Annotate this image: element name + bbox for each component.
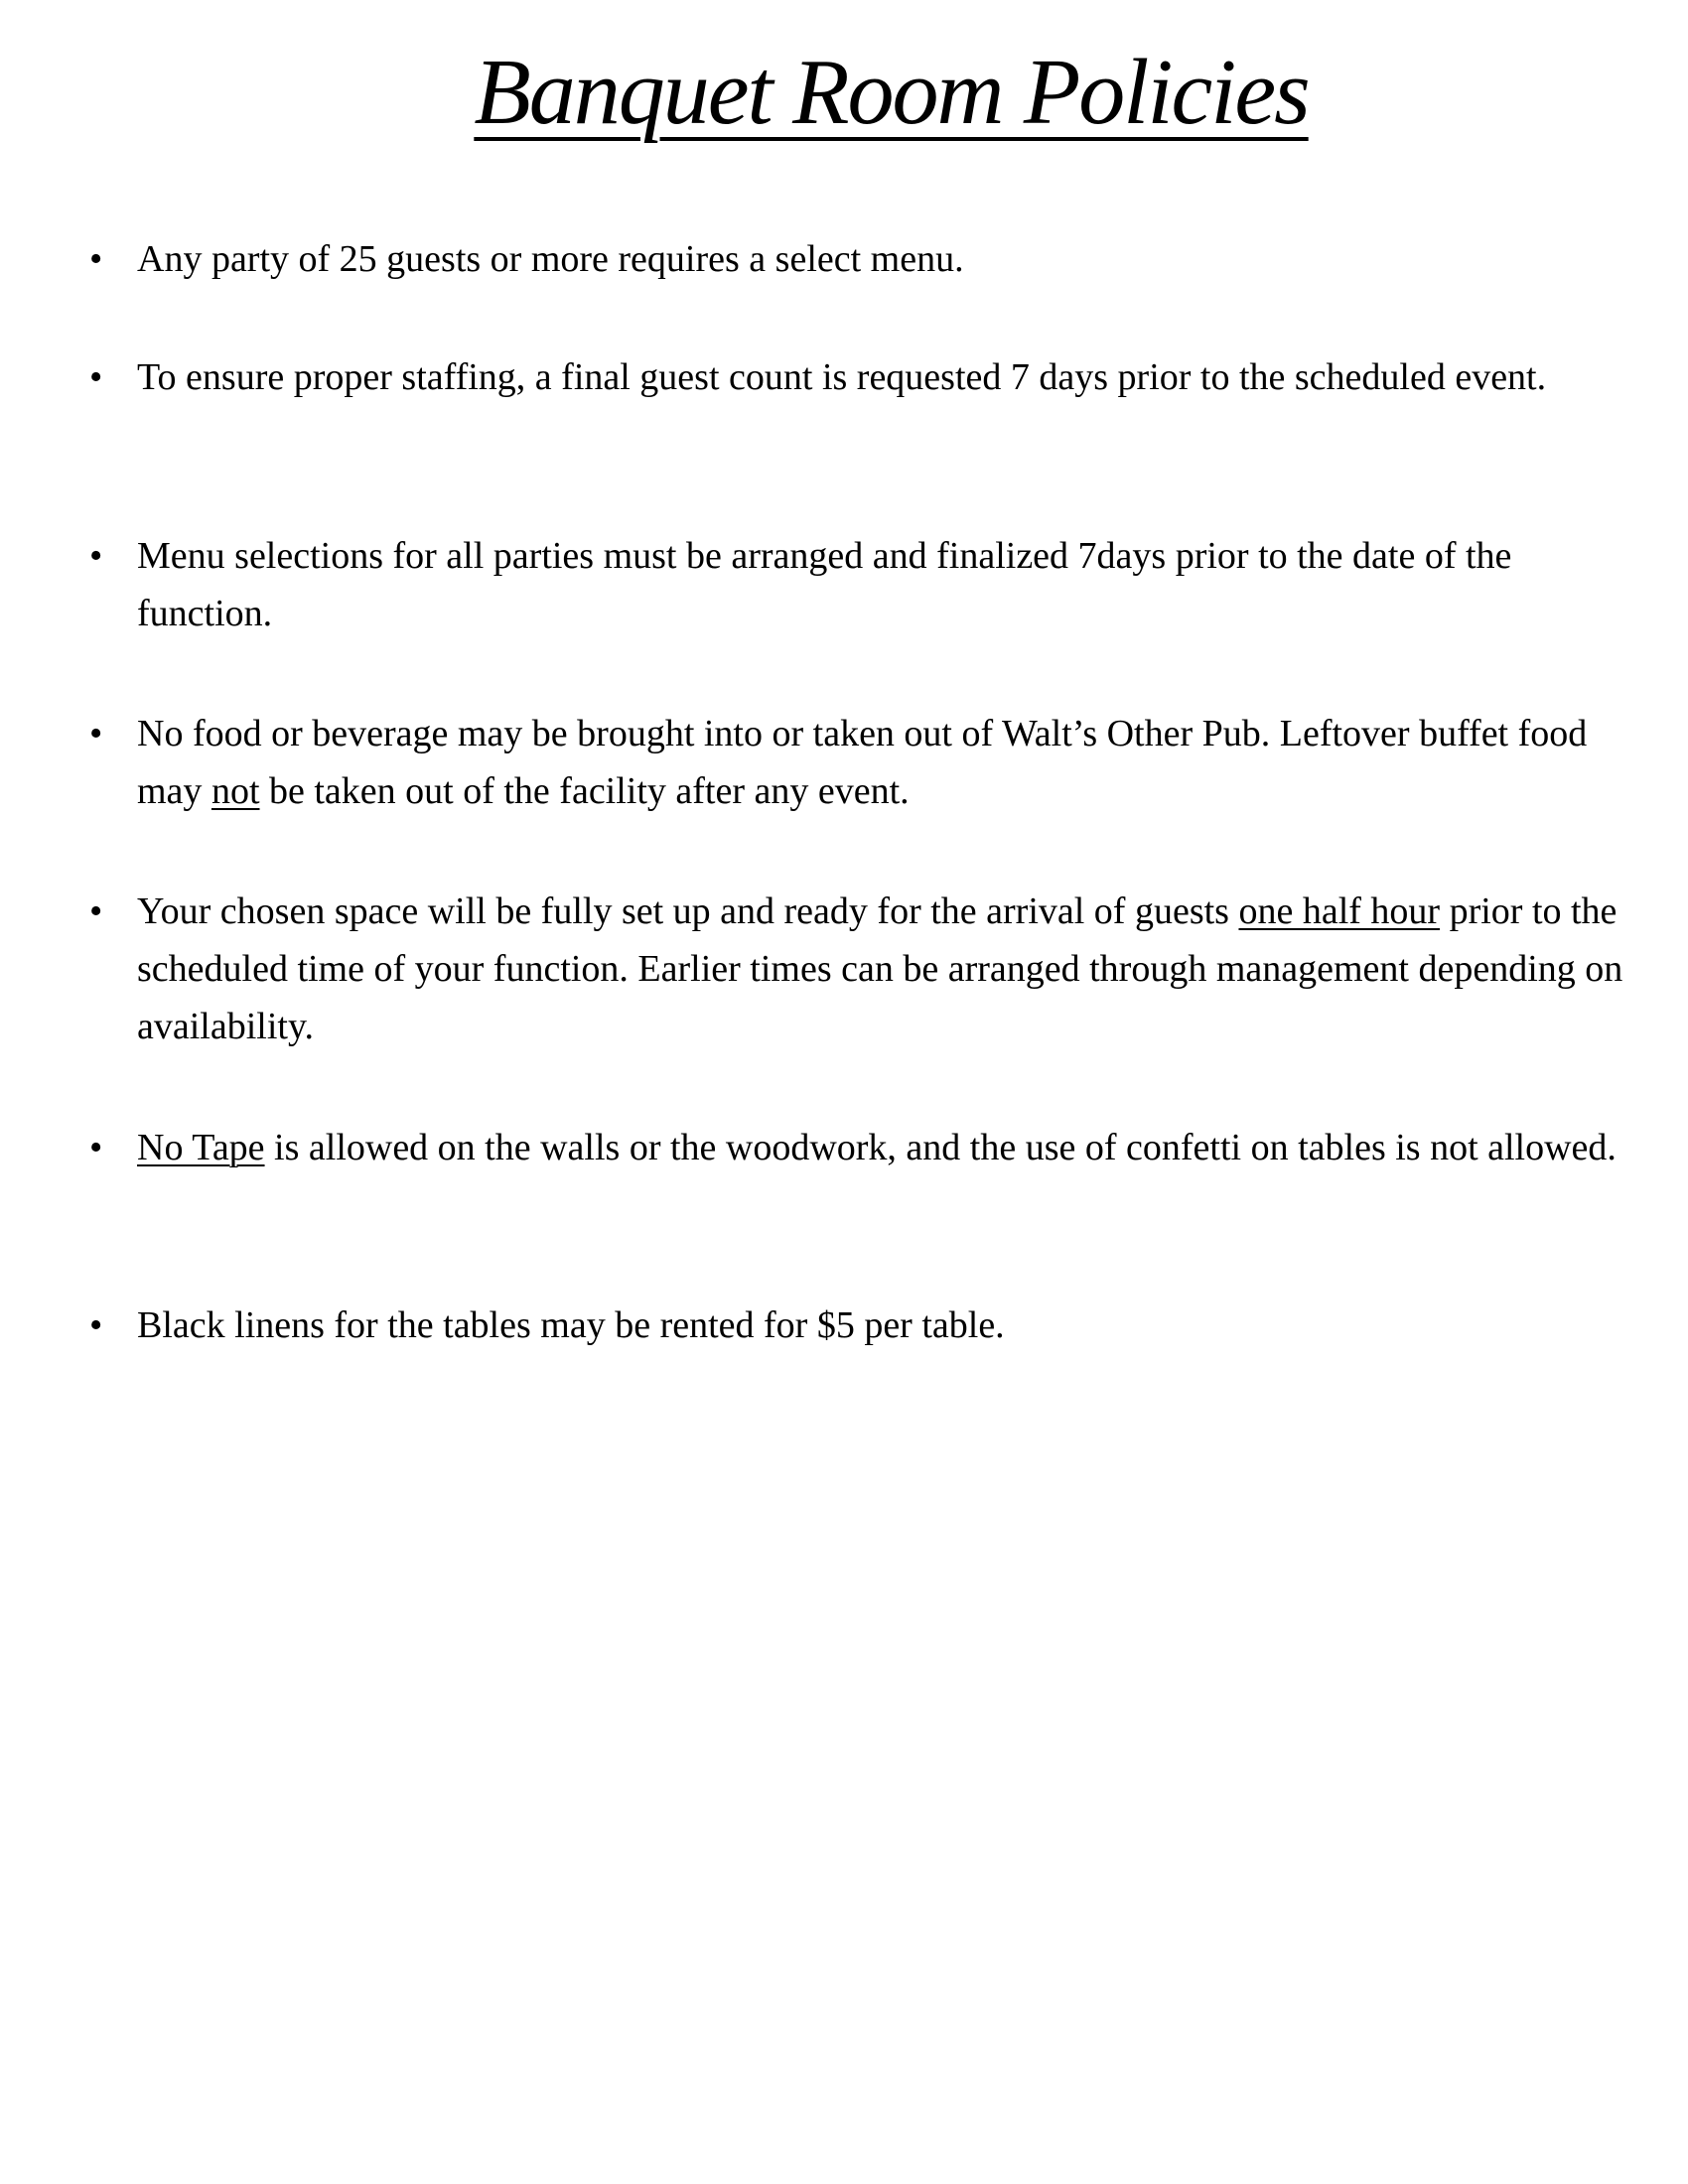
policy-text: Any party of 25 guests or more requires a select menu.: [137, 238, 964, 280]
policy-text: To ensure proper staffing, a final guest count is requested 7 days prior to the scheduled event.: [137, 356, 1547, 398]
bullet-icon: •: [89, 1127, 103, 1168]
policy-text-after: prior to the scheduled time of your function. Earlier times can be arranged through management depending on availability.: [137, 890, 1623, 1047]
policy-item: [89, 1297, 1646, 1354]
policy-text-before: Your chosen space will be fully set up and ready for the arrival of guests: [137, 890, 1239, 932]
bullet-icon: •: [89, 535, 103, 577]
policy-text: Menu selections for all parties must be arranged and finalized 7days prior to the date of the function.: [137, 535, 1512, 634]
policy-item: [89, 705, 1646, 820]
bullet-icon: •: [89, 1304, 103, 1346]
policy-item: [89, 883, 1646, 1055]
bullet-icon: •: [89, 356, 103, 398]
page-title: Banquet Room Policies: [474, 41, 1309, 144]
policy-item: [89, 1119, 1646, 1176]
policy-text-after: is allowed on the walls or the woodwork, and the use of confetti on tables is not allowed.: [264, 1127, 1617, 1168]
policy-text-underlined: No Tape: [137, 1127, 265, 1168]
bullet-icon: •: [89, 890, 103, 932]
policy-text-before: No food or beverage may be brought into or taken out of Walt’s Other Pub. Leftover buffet food may: [137, 713, 1588, 812]
policy-text: Black linens for the tables may be rented for $5 per table.: [137, 1304, 1005, 1346]
policy-text-after: be taken out of the facility after any event.: [259, 770, 910, 812]
policy-text-underlined: not: [211, 770, 260, 812]
policy-item: [89, 230, 1646, 288]
policy-item: [89, 527, 1646, 642]
policy-text-underlined: one half hour: [1238, 890, 1441, 932]
policy-item: [89, 348, 1646, 406]
bullet-icon: •: [89, 238, 103, 280]
bullet-icon: •: [89, 713, 103, 754]
